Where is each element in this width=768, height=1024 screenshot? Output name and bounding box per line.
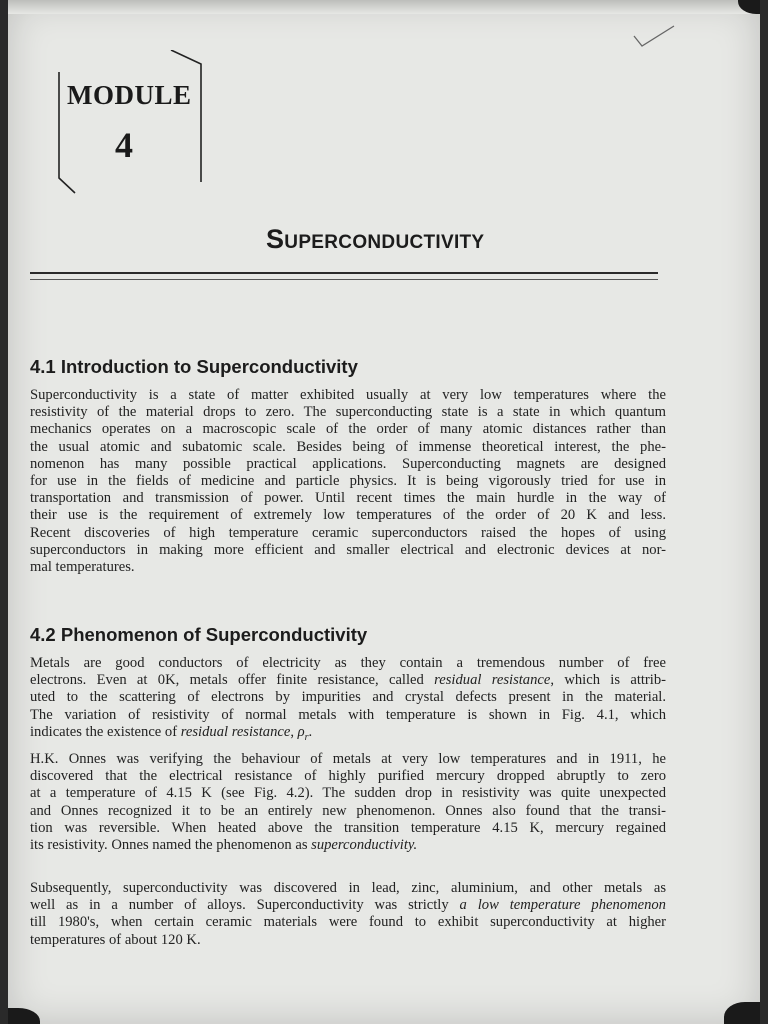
text-line: H.K. Onnes was verifying the behaviour of metals at very low temperatures and in 1911, he bbox=[30, 751, 666, 767]
title-rule bbox=[30, 272, 658, 274]
text-line: and Onnes recognized it to be an entirely new phenomenon. Onnes also found that the transi- bbox=[30, 802, 666, 819]
text-line: superconductors in making more efficient and smaller electrical and electronic devices at nor- bbox=[30, 541, 666, 558]
page-corner-shadow bbox=[738, 0, 760, 14]
page-corner-shadow bbox=[724, 1002, 760, 1024]
section-heading-4-2: 4.2 Phenomenon of Superconductivity bbox=[30, 624, 368, 645]
pen-tick-mark bbox=[630, 22, 678, 55]
text-line: resistivity of the material drops to zero. The superconducting state is a state in which quantum bbox=[30, 404, 666, 421]
text-line: transportation and transmission of power. Until recent times the main hurdle in the way of bbox=[30, 490, 666, 507]
text-line: tion was reversible. When heated above the transition temperature 4.15 K, mercury regained bbox=[30, 819, 666, 836]
book-page bbox=[8, 0, 760, 1024]
text-line: discovered that the electrical resistance of highly purified mercury dropped abruptly to zero bbox=[30, 768, 666, 785]
chapter-title: Superconductivity bbox=[266, 224, 485, 254]
text-line: well as in a number of alloys. Superconductivity was strictly a low temperature phenomenon bbox=[30, 897, 666, 914]
page-corner-shadow bbox=[8, 1008, 40, 1024]
section-4-2-para-2 bbox=[30, 751, 666, 854]
text-line: its resistivity. Onnes named the phenomenon as superconductivity. bbox=[30, 837, 418, 854]
text-line: at a temperature of 4.15 K (see Fig. 4.2). The sudden drop in resistivity was quite unexpected bbox=[30, 785, 666, 802]
text-line: uted to the scattering of electrons by impurities and crystal defects present in the material. bbox=[30, 689, 666, 706]
module-bracket-icon bbox=[53, 50, 203, 195]
text-line: indicates the existence of residual resistance, $\rho_r$. bbox=[30, 723, 313, 743]
text-line: till 1980's, when certain ceramic materials were found to exhibit superconductivity at higher bbox=[30, 914, 666, 931]
title-rule-thin bbox=[30, 279, 658, 280]
text-line: mechanics operates on a macroscopic scale of the order of many atomic distances rather than bbox=[30, 421, 666, 438]
module-number: 4 bbox=[115, 125, 133, 165]
module-label: MODULE bbox=[67, 80, 192, 110]
text-line: the usual atomic and subatomic scale. Besides being of immense theoretical interest, the phe- bbox=[30, 438, 666, 455]
text-line: The variation of resistivity of normal metals with temperature is shown in Fig. 4.1, which bbox=[30, 706, 666, 723]
section-4-2-para-1 bbox=[30, 655, 666, 746]
text-line: mal temperatures. bbox=[30, 559, 135, 576]
text-line: electrons. Even at 0K, metals offer finite resistance, called residual resistance, which is attrib- bbox=[30, 672, 667, 689]
section-4-2-para-3 bbox=[30, 880, 666, 949]
text-line: Subsequently, superconductivity was discovered in lead, zinc, aluminium, and other metals as bbox=[30, 880, 666, 896]
text-line: Superconductivity is a state of matter exhibited usually at very low temperatures where the bbox=[30, 387, 666, 403]
text-line: their use is the requirement of extremely low temperatures of the order of 20 K and less. bbox=[30, 507, 666, 524]
text-line: for use in the fields of medicine and particle physics. It is being vigorously tried for use in bbox=[30, 473, 666, 490]
section-4-1-body bbox=[30, 387, 666, 576]
section-heading-4-1: 4.1 Introduction to Superconductivity bbox=[30, 356, 358, 377]
text-line: Metals are good conductors of electricity as they contain a tremendous number of free bbox=[30, 655, 666, 671]
module-box bbox=[53, 50, 203, 195]
text-line: Recent discoveries of high temperature ceramic superconductors raised the hopes of using bbox=[30, 524, 666, 541]
text-line: nomenon has many possible practical applications. Superconducting magnets are designed bbox=[30, 455, 666, 472]
text-line: temperatures of about 120 K. bbox=[30, 931, 201, 948]
